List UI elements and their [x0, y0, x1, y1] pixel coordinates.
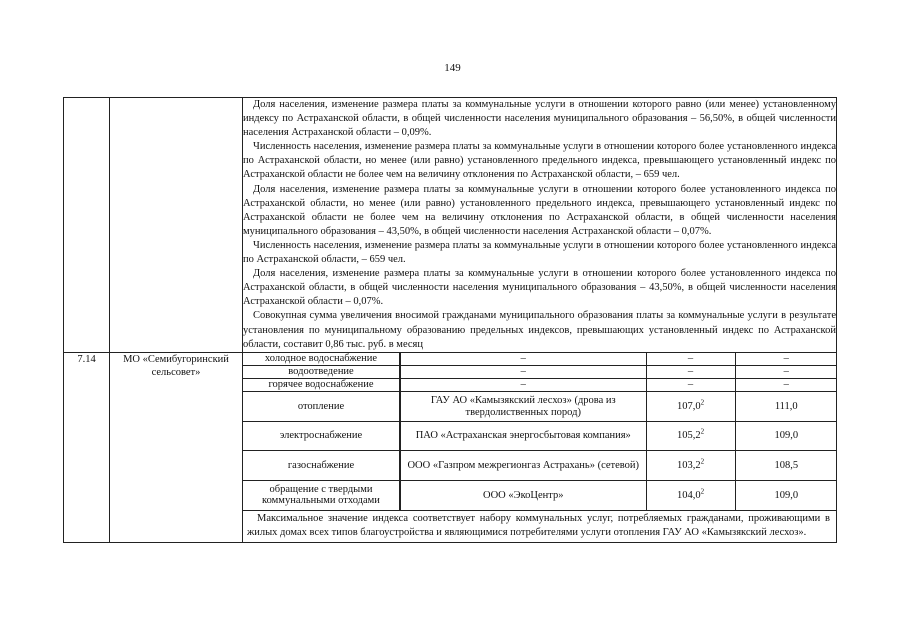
service-value-2: 111,0 [735, 392, 837, 422]
page-number: 149 [444, 62, 461, 74]
service-name: водоотведение [243, 366, 400, 379]
paragraph: Численность населения, изменение размера платы за коммунальные услуги в отношении которого более установленного индекса по Астраханской области, – 659 чел. [243, 239, 836, 266]
service-name: электроснабжение [243, 422, 400, 451]
service-provider: ГАУ АО «Камызякский лесхоз» (дрова из твердолиственных пород) [400, 392, 646, 422]
service-row [243, 451, 837, 481]
service-name: горячее водоснабжение [243, 379, 400, 392]
paragraph: Численность населения, изменение размера платы за коммунальные услуги в отношении которого более установленного индекса по Астраханской области, но менее (или равно) установленного предельного индекса, превышающего установленный индекс по Астраханской области не более чем на величину отклонения по Астраханской области, – 659 чел. [243, 141, 836, 181]
service-value-2: 109,0 [735, 422, 837, 451]
municipality-name: МО «Семибугоринский сельсовет» [110, 352, 243, 542]
service-provider: – [400, 379, 646, 392]
service-row [243, 366, 837, 379]
entry-number: 7.14 [64, 352, 110, 542]
table-row-entry [64, 352, 837, 510]
final-note [243, 510, 837, 542]
service-value-1: – [646, 379, 735, 392]
service-provider: ПАО «Астраханская энергосбытовая компания» [400, 422, 646, 451]
service-provider: ООО «Газпром межрегионгаз Астрахань» (сетевой) [400, 451, 646, 481]
service-name: отопление [243, 392, 400, 422]
service-value-2: – [735, 353, 837, 366]
service-value-1: 107,0$^2$ [646, 392, 735, 422]
service-provider: – [400, 353, 646, 366]
service-value-2: 109,0 [735, 481, 837, 510]
service-value-1: 104,0$^2$ [646, 481, 735, 510]
service-value-1: 105,2$^2$ [646, 422, 735, 451]
service-value-2: – [735, 379, 837, 392]
index-table [63, 97, 837, 543]
service-provider: ООО «ЭкоЦентр» [400, 481, 646, 510]
service-row [243, 353, 837, 366]
service-value-2: – [735, 366, 837, 379]
service-value-1: 103,2$^2$ [646, 451, 735, 481]
services-cell [243, 352, 837, 510]
paragraph: Доля населения, изменение размера платы за коммунальные услуги в отношении которого более установленного индекса по Астраханской области, но менее (или равно) установленного предельного индекса, превышающего установленный индекс по Астраханской области не более чем на величину отклонения по Астраханской области, в общей численности населения муниципального образования – 43,50%, в общей численности населения Астраханской области – 0,07%. [243, 183, 836, 237]
municipality-cell-empty [110, 98, 243, 353]
service-value-1: – [646, 366, 735, 379]
service-name: газоснабжение [243, 451, 400, 481]
paragraph: Совокупная сумма увеличения вносимой гражданами муниципального образования платы за коммунальные услуги в результате установления по муниципальному образованию предельных индексов, превышающих установленный индекс по Астраханской области, составит 0,86 тыс. руб. в месяц [243, 310, 836, 350]
number-cell-empty [64, 98, 110, 353]
service-row [243, 379, 837, 392]
services-table [243, 353, 837, 510]
service-value-1: – [646, 353, 735, 366]
paragraph: Максимальное значение индекса соответствует набору коммунальных услуг, потребляемых гражданами, проживающими в жилых домах всех типов благоустройства и являющимися потребителями услуги отопления ГАУ АО «Камызякский лесхоз». [247, 512, 830, 538]
service-name: обращение с твердыми коммунальными отходами [243, 481, 400, 510]
paragraph: Доля населения, изменение размера платы за коммунальные услуги в отношении которого более установленного индекса по Астраханской области, в общей численности населения муниципального образования – 43,50%, в общей численности населения Астраханской области – 0,07%. [243, 268, 836, 308]
description-cell [243, 98, 837, 353]
service-value-2: 108,5 [735, 451, 837, 481]
paragraph: Доля населения, изменение размера платы за коммунальные услуги в отношении которого равно (или менее) установленному индексу по Астраханской области, в общей численности населения муниципального образования – 56,50%, в общей численности населения Астраханской области – 0,09%. [243, 99, 836, 139]
service-row [243, 392, 837, 422]
service-row [243, 422, 837, 451]
table-row-description [64, 98, 837, 353]
service-provider: – [400, 366, 646, 379]
service-name: холодное водоснабжение [243, 353, 400, 366]
service-row [243, 481, 837, 510]
